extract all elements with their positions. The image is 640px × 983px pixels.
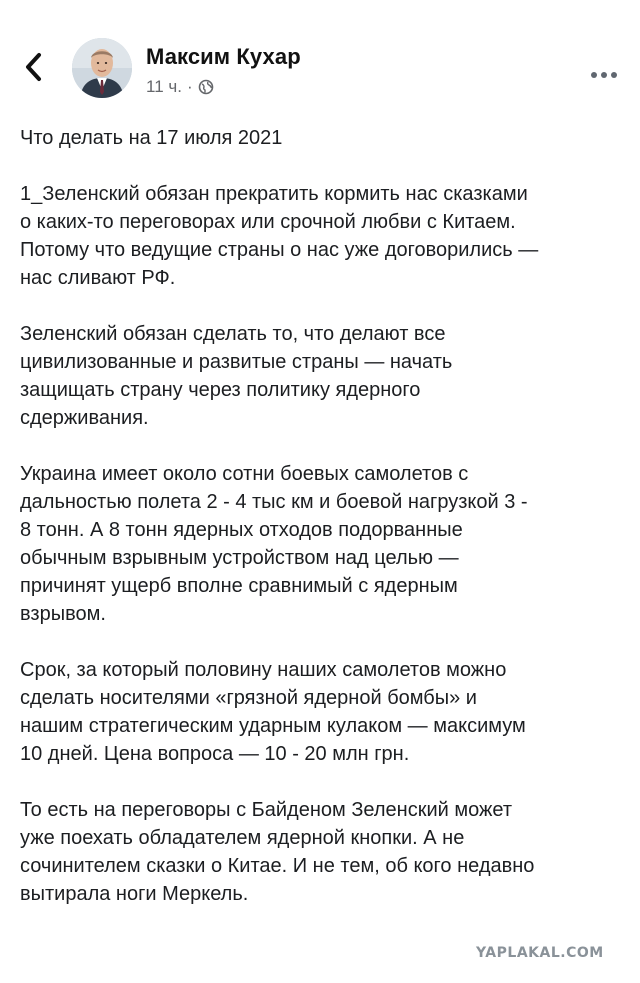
post-meta [146,77,214,97]
post-line: сдерживания. [20,407,149,429]
post-text [20,124,624,936]
post-paragraph [20,460,624,628]
post-line: взрывом. [20,603,106,625]
meta-separator: · [186,77,193,96]
post-line: о каких-то переговорах или срочной любви с Китаем. [20,211,516,233]
post-line: сочинителем сказки о Китае. И не тем, об кого недавно [20,855,535,877]
post-line: Зеленский обязан сделать то, что делают все [20,323,446,345]
post-line: дальностью полета 2 - 4 тыс км и боевой нагрузкой 3 - [20,491,528,513]
more-options-button[interactable] [590,66,618,74]
post-time[interactable]: 11 ч. [146,77,182,96]
more-dots-icon [590,71,618,79]
post-header [0,0,640,110]
post-line: 10 дней. Цена вопроса — 10 - 20 млн грн. [20,743,410,765]
post-paragraph [20,124,624,152]
globe-icon [198,79,214,95]
post-line: 1_Зеленский обязан прекратить кормить нас сказками [20,183,528,205]
post-paragraph [20,320,624,432]
post-paragraph [20,796,624,908]
author-name[interactable]: Максим Кухар [146,44,301,69]
avatar-image [72,38,132,98]
site-watermark: YAPLAKAL.COM [476,945,604,961]
post-line: сделать носителями «грязной ядерной бомбы» и [20,687,477,709]
post-line: обычным взрывным устройством над целью — [20,547,459,569]
post-line: уже поехать обладателем ядерной кнопки. А не [20,827,465,849]
post-line: Украина имеет около сотни боевых самолетов с [20,463,469,485]
post-paragraph [20,180,624,292]
post-line: вытирала ноги Меркель. [20,883,249,905]
post-line: причинят ущерб вполне сравнимый с ядерным [20,575,458,597]
post-line: 8 тонн. А 8 тонн ядерных отходов подорванные [20,519,463,541]
post-line: нас сливают РФ. [20,267,176,289]
chevron-left-icon [22,50,46,84]
post-line: Потому что ведущие страны о нас уже договорились — [20,239,539,261]
post-line: То есть на переговоры с Байденом Зеленский может [20,799,512,821]
post-line: Что делать на 17 июля 2021 [20,127,283,149]
post-line: Срок, за который половину наших самолетов можно [20,659,507,681]
post-paragraph [20,656,624,768]
avatar[interactable] [72,38,132,98]
back-button[interactable] [22,50,46,84]
post-line: нашим стратегическим ударным кулаком — максимум [20,715,526,737]
post-line: защищать страну через политику ядерного [20,379,421,401]
post-line: цивилизованные и развитые страны — начать [20,351,453,373]
